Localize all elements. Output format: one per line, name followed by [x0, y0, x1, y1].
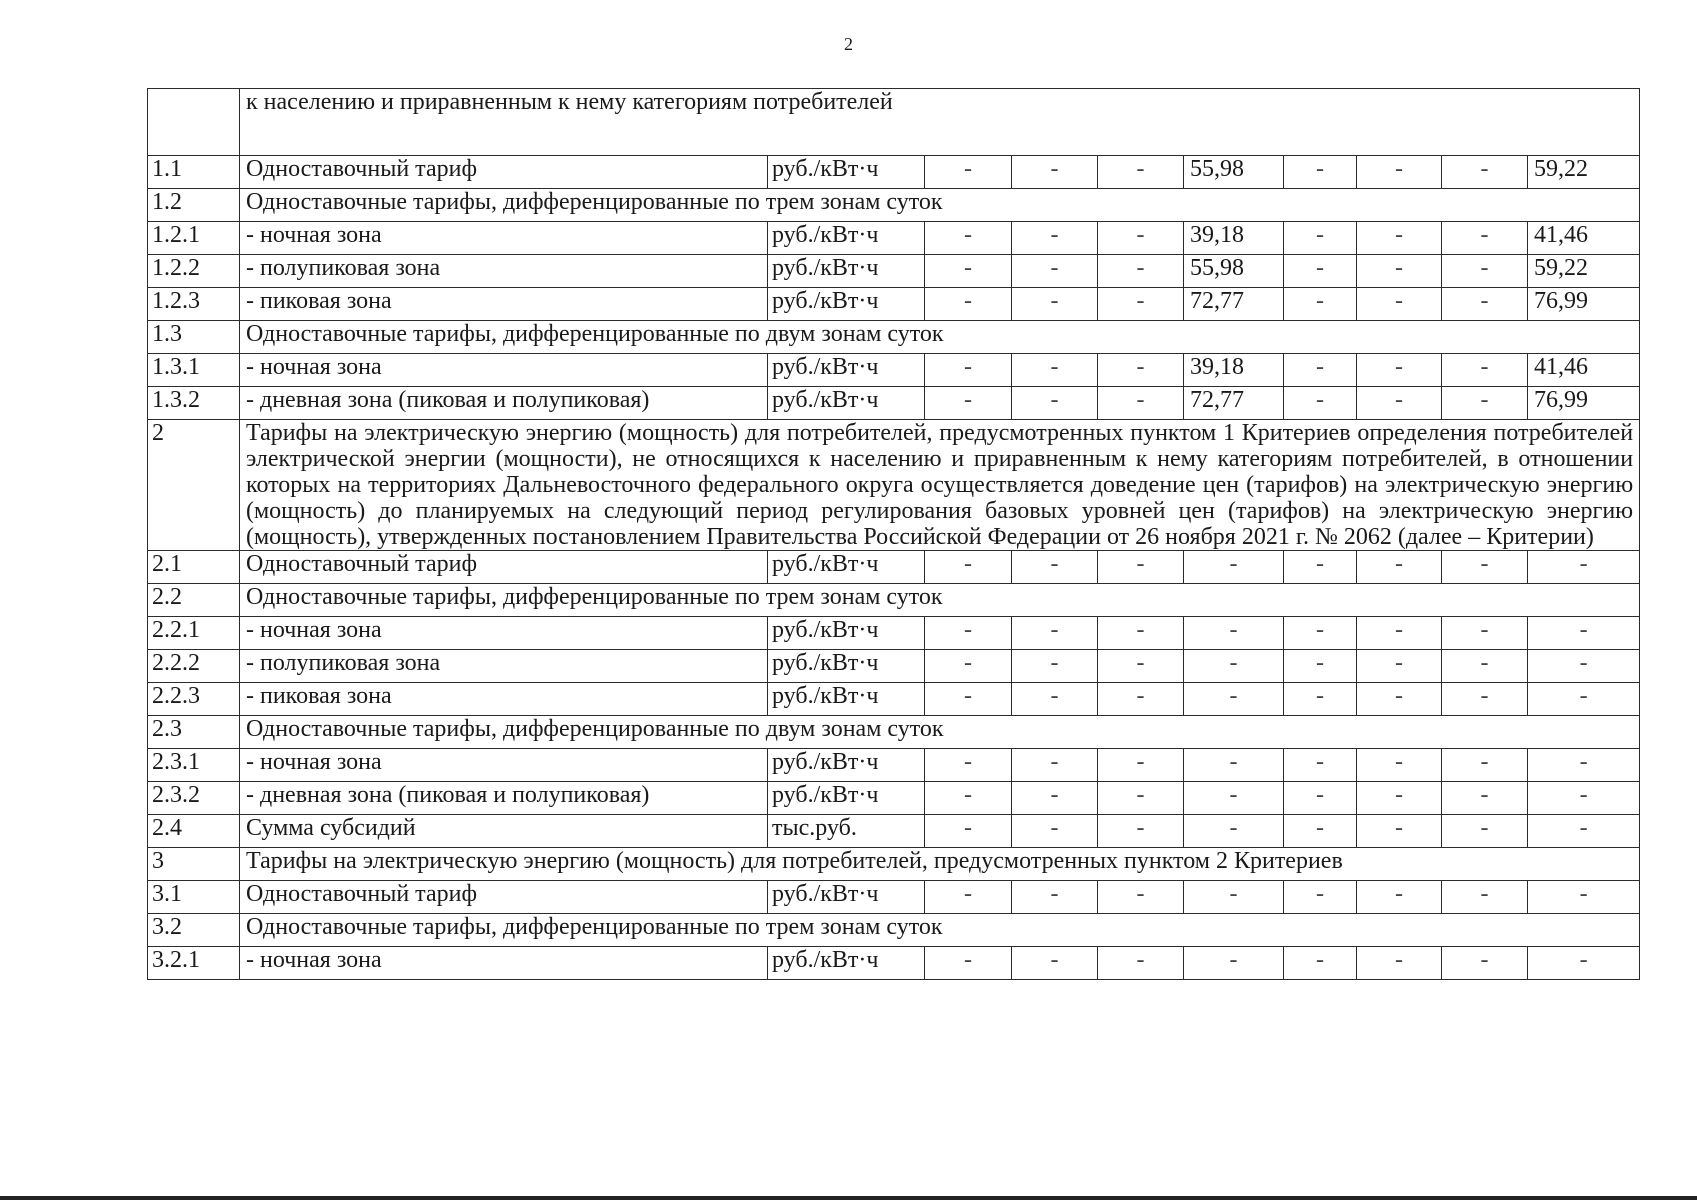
value-cell: 41,46: [1528, 354, 1640, 387]
value-cell: -: [925, 288, 1012, 321]
value-cell: -: [1442, 222, 1528, 255]
value-cell: -: [1012, 288, 1098, 321]
value-cell: -: [1098, 683, 1184, 716]
value-cell: -: [1184, 551, 1284, 584]
tariff-name: - ночная зона: [240, 222, 768, 255]
value-cell: -: [1012, 782, 1098, 815]
value-cell: -: [1284, 617, 1357, 650]
tariff-name: - дневная зона (пиковая и полупиковая): [240, 387, 768, 420]
value-cell: -: [1442, 650, 1528, 683]
value-cell: -: [1442, 782, 1528, 815]
row-number: 1.2.1: [148, 222, 240, 255]
table-row: [148, 387, 1640, 420]
value-cell: -: [1184, 749, 1284, 782]
value-cell: -: [1357, 617, 1442, 650]
unit-cell: руб./кВт·ч: [768, 683, 925, 716]
table-row: [148, 584, 1640, 617]
value-cell: 39,18: [1184, 222, 1284, 255]
value-cell: -: [1184, 683, 1284, 716]
value-cell: -: [1284, 947, 1357, 980]
value-cell: -: [1442, 683, 1528, 716]
scan-border: [0, 1196, 1697, 1200]
value-cell: -: [1357, 881, 1442, 914]
value-cell: -: [1098, 288, 1184, 321]
value-cell: -: [1442, 749, 1528, 782]
value-cell: -: [1284, 749, 1357, 782]
unit-cell: руб./кВт·ч: [768, 156, 925, 189]
value-cell: -: [1284, 222, 1357, 255]
value-cell: -: [1357, 782, 1442, 815]
value-cell: -: [1284, 288, 1357, 321]
tariff-name: Одноставочный тариф: [240, 881, 768, 914]
section-title: Одноставочные тарифы, дифференцированные по трем зонам суток: [240, 189, 1640, 222]
row-number: 2.3.2: [148, 782, 240, 815]
table-row: [148, 189, 1640, 222]
value-cell: -: [1528, 782, 1640, 815]
table-row: [148, 321, 1640, 354]
value-cell: 72,77: [1184, 288, 1284, 321]
row-number: 2.1: [148, 551, 240, 584]
value-cell: -: [1284, 683, 1357, 716]
table-row: [148, 551, 1640, 584]
value-cell: -: [1442, 255, 1528, 288]
tariff-name: Сумма субсидий: [240, 815, 768, 848]
section-title: Одноставочные тарифы, дифференцированные по трем зонам суток: [240, 914, 1640, 947]
value-cell: -: [1012, 947, 1098, 980]
value-cell: -: [1012, 222, 1098, 255]
table-row: [148, 848, 1640, 881]
value-cell: -: [1357, 650, 1442, 683]
table-row: [148, 255, 1640, 288]
value-cell: 41,46: [1528, 222, 1640, 255]
value-cell: -: [1012, 650, 1098, 683]
value-cell: 72,77: [1184, 387, 1284, 420]
value-cell: -: [1357, 222, 1442, 255]
value-cell: -: [1357, 683, 1442, 716]
value-cell: -: [1528, 947, 1640, 980]
unit-cell: руб./кВт·ч: [768, 255, 925, 288]
row-number: [148, 89, 240, 156]
tariff-name: - ночная зона: [240, 749, 768, 782]
value-cell: -: [1284, 354, 1357, 387]
table-row: [148, 288, 1640, 321]
row-number: 3.2: [148, 914, 240, 947]
value-cell: -: [1098, 551, 1184, 584]
value-cell: -: [1098, 650, 1184, 683]
value-cell: -: [925, 650, 1012, 683]
value-cell: -: [1098, 815, 1184, 848]
value-cell: 76,99: [1528, 387, 1640, 420]
row-number: 2.2.1: [148, 617, 240, 650]
row-number: 2.4: [148, 815, 240, 848]
value-cell: -: [1528, 749, 1640, 782]
value-cell: -: [1357, 815, 1442, 848]
value-cell: -: [1184, 881, 1284, 914]
value-cell: -: [1012, 683, 1098, 716]
value-cell: -: [1528, 815, 1640, 848]
value-cell: -: [1098, 156, 1184, 189]
value-cell: -: [1442, 947, 1528, 980]
unit-cell: руб./кВт·ч: [768, 749, 925, 782]
row-number: 1.2.3: [148, 288, 240, 321]
value-cell: -: [1528, 683, 1640, 716]
value-cell: -: [925, 815, 1012, 848]
value-cell: -: [1357, 947, 1442, 980]
value-cell: -: [1012, 749, 1098, 782]
value-cell: -: [1098, 881, 1184, 914]
value-cell: -: [1012, 387, 1098, 420]
tariff-table-body: [148, 89, 1640, 980]
table-row: [148, 947, 1640, 980]
row-number: 3.1: [148, 881, 240, 914]
tariff-name: - ночная зона: [240, 354, 768, 387]
value-cell: -: [1442, 815, 1528, 848]
value-cell: -: [1284, 782, 1357, 815]
value-cell: -: [1357, 749, 1442, 782]
value-cell: -: [1284, 881, 1357, 914]
table-row: [148, 749, 1640, 782]
value-cell: -: [1184, 947, 1284, 980]
section-title: к населению и приравненным к нему категориям потребителей: [240, 89, 1640, 156]
value-cell: -: [1012, 815, 1098, 848]
table-row: [148, 354, 1640, 387]
table-row: [148, 222, 1640, 255]
tariff-name: - полупиковая зона: [240, 650, 768, 683]
unit-cell: руб./кВт·ч: [768, 551, 925, 584]
table-row: [148, 782, 1640, 815]
value-cell: -: [1357, 551, 1442, 584]
value-cell: -: [1098, 782, 1184, 815]
unit-cell: руб./кВт·ч: [768, 387, 925, 420]
value-cell: -: [1098, 947, 1184, 980]
value-cell: -: [1442, 617, 1528, 650]
unit-cell: руб./кВт·ч: [768, 881, 925, 914]
row-number: 2.3: [148, 716, 240, 749]
value-cell: -: [1357, 387, 1442, 420]
value-cell: -: [925, 222, 1012, 255]
tariff-name: - пиковая зона: [240, 683, 768, 716]
value-cell: -: [1357, 288, 1442, 321]
tariff-name: - дневная зона (пиковая и полупиковая): [240, 782, 768, 815]
table-row: [148, 420, 1640, 551]
value-cell: -: [1184, 650, 1284, 683]
row-number: 1.2.2: [148, 255, 240, 288]
value-cell: -: [925, 387, 1012, 420]
value-cell: -: [925, 749, 1012, 782]
section-title: Тарифы на электрическую энергию (мощность) для потребителей, предусмотренных пунктом 2 Критериев: [240, 848, 1640, 881]
row-number: 2.2: [148, 584, 240, 617]
value-cell: -: [1442, 551, 1528, 584]
value-cell: -: [1184, 617, 1284, 650]
table-row: [148, 815, 1640, 848]
value-cell: -: [1528, 617, 1640, 650]
value-cell: 39,18: [1184, 354, 1284, 387]
table-row: [148, 716, 1640, 749]
value-cell: -: [925, 881, 1012, 914]
value-cell: -: [925, 947, 1012, 980]
value-cell: -: [1284, 156, 1357, 189]
table-row: [148, 914, 1640, 947]
tariff-name: Одноставочный тариф: [240, 156, 768, 189]
value-cell: -: [925, 617, 1012, 650]
table-row: [148, 881, 1640, 914]
value-cell: -: [925, 156, 1012, 189]
row-number: 2: [148, 420, 240, 551]
unit-cell: руб./кВт·ч: [768, 650, 925, 683]
table-row: [148, 156, 1640, 189]
value-cell: -: [1284, 255, 1357, 288]
value-cell: -: [1357, 354, 1442, 387]
row-number: 2.3.1: [148, 749, 240, 782]
value-cell: -: [1184, 782, 1284, 815]
tariff-table: [147, 88, 1640, 980]
tariff-name: Одноставочный тариф: [240, 551, 768, 584]
value-cell: -: [925, 683, 1012, 716]
value-cell: -: [1442, 354, 1528, 387]
table-row: [148, 650, 1640, 683]
value-cell: -: [1284, 650, 1357, 683]
value-cell: -: [1012, 881, 1098, 914]
value-cell: 76,99: [1528, 288, 1640, 321]
row-number: 2.2.3: [148, 683, 240, 716]
value-cell: 55,98: [1184, 156, 1284, 189]
value-cell: -: [1284, 815, 1357, 848]
table-row-header: [148, 89, 1640, 156]
value-cell: -: [925, 551, 1012, 584]
value-cell: -: [1012, 551, 1098, 584]
value-cell: -: [1528, 650, 1640, 683]
unit-cell: руб./кВт·ч: [768, 354, 925, 387]
unit-cell: руб./кВт·ч: [768, 782, 925, 815]
value-cell: -: [925, 255, 1012, 288]
section-title: Одноставочные тарифы, дифференцированные по двум зонам суток: [240, 321, 1640, 354]
value-cell: -: [1357, 156, 1442, 189]
unit-cell: тыс.руб.: [768, 815, 925, 848]
value-cell: 59,22: [1528, 255, 1640, 288]
value-cell: -: [1184, 815, 1284, 848]
table-row: [148, 683, 1640, 716]
row-number: 3.2.1: [148, 947, 240, 980]
row-number: 1.3.2: [148, 387, 240, 420]
row-number: 1.3.1: [148, 354, 240, 387]
value-cell: -: [1284, 387, 1357, 420]
value-cell: -: [1528, 881, 1640, 914]
value-cell: -: [1012, 354, 1098, 387]
row-number: 1.3: [148, 321, 240, 354]
value-cell: -: [1442, 881, 1528, 914]
row-number: 1.1: [148, 156, 240, 189]
row-number: 1.2: [148, 189, 240, 222]
unit-cell: руб./кВт·ч: [768, 947, 925, 980]
section-title: Одноставочные тарифы, дифференцированные по трем зонам суток: [240, 584, 1640, 617]
value-cell: -: [1357, 255, 1442, 288]
unit-cell: руб./кВт·ч: [768, 222, 925, 255]
table-row: [148, 617, 1640, 650]
row-number: 3: [148, 848, 240, 881]
tariff-name: - пиковая зона: [240, 288, 768, 321]
value-cell: 59,22: [1528, 156, 1640, 189]
value-cell: -: [1098, 222, 1184, 255]
value-cell: -: [925, 782, 1012, 815]
value-cell: -: [925, 354, 1012, 387]
value-cell: -: [1098, 354, 1184, 387]
page-number: 2: [844, 34, 853, 54]
value-cell: -: [1012, 617, 1098, 650]
value-cell: -: [1098, 617, 1184, 650]
section-title: Одноставочные тарифы, дифференцированные по двум зонам суток: [240, 716, 1640, 749]
value-cell: -: [1442, 288, 1528, 321]
unit-cell: руб./кВт·ч: [768, 617, 925, 650]
unit-cell: руб./кВт·ч: [768, 288, 925, 321]
value-cell: -: [1098, 749, 1184, 782]
value-cell: -: [1442, 156, 1528, 189]
value-cell: -: [1528, 551, 1640, 584]
tariff-name: - ночная зона: [240, 617, 768, 650]
value-cell: -: [1098, 255, 1184, 288]
row-number: 2.2.2: [148, 650, 240, 683]
value-cell: -: [1098, 387, 1184, 420]
value-cell: -: [1012, 156, 1098, 189]
value-cell: 55,98: [1184, 255, 1284, 288]
tariff-name: - ночная зона: [240, 947, 768, 980]
value-cell: -: [1442, 387, 1528, 420]
value-cell: -: [1284, 551, 1357, 584]
tariff-name: - полупиковая зона: [240, 255, 768, 288]
section-title: Тарифы на электрическую энергию (мощность) для потребителей, предусмотренных пунктом 1 Критериев определения потребителей электрической энергии (мощности), не относящихся к населению и приравненным к нему категориям потребителей, в отношении которых на территориях Дальневосточного федерального округа осуществляется доведение цен (тарифов) на электрическую энергию (мощность) до планируемых на следующий период регулирования базовых уровней цен (тарифов) на электрическую энергию (мощность), утвержденных постановлением Правительства Российской Федерации от 26 ноября 2021 г. № 2062 (далее – Критерии): [240, 420, 1640, 551]
value-cell: -: [1012, 255, 1098, 288]
